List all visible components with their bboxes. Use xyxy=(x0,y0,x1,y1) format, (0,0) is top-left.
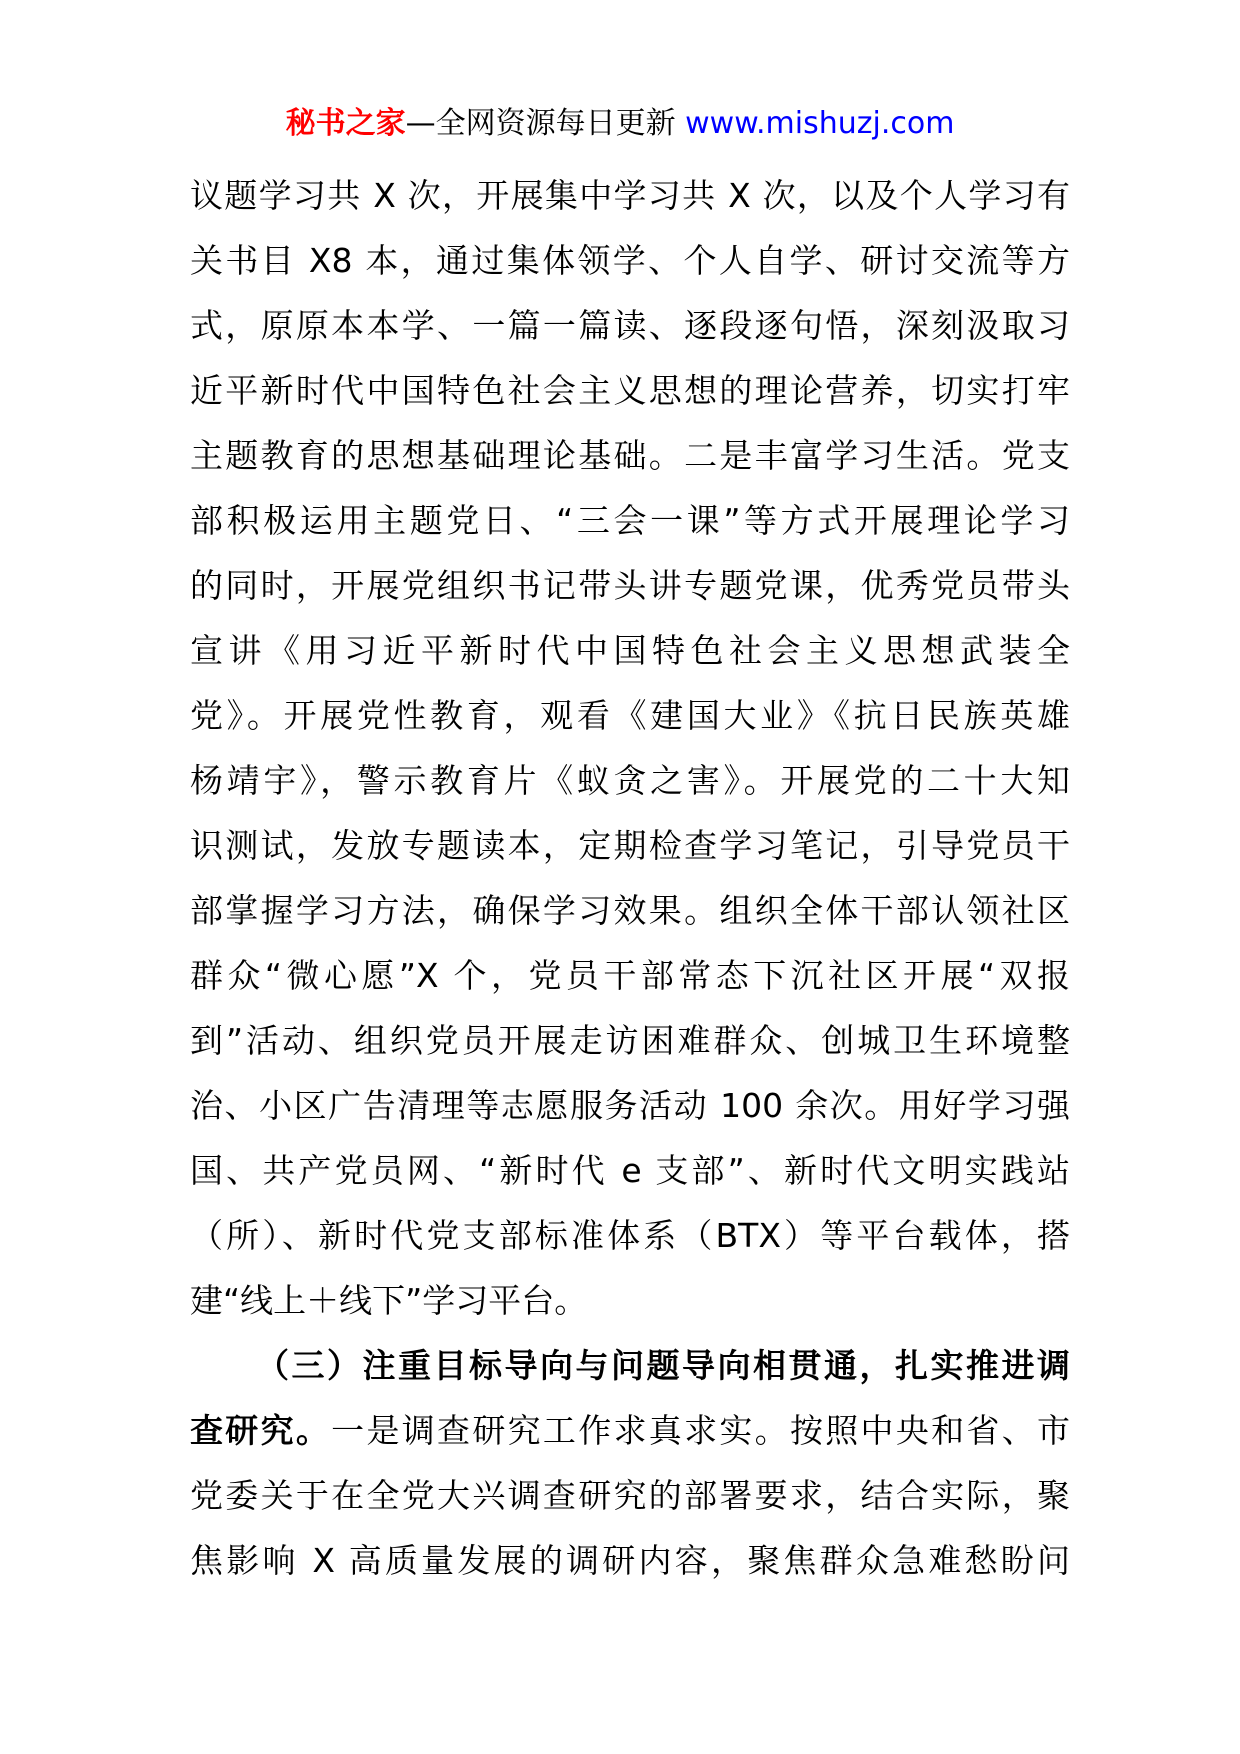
header-url[interactable]: www.mishuzj.com xyxy=(685,106,955,141)
text-line: 党委关于在全党大兴调查研究的部署要求，结合实际，聚 xyxy=(190,1476,1070,1515)
watermark-header xyxy=(0,104,1240,144)
text-line: 识测试，发放专题读本，定期检查学习笔记，引导党员干 xyxy=(190,826,1070,865)
text-line: 议题学习共 X 次，开展集中学习共 X 次，以及个人学习有 xyxy=(190,176,1070,215)
text-line: 宣讲《用习近平新时代中国特色社会主义思想武装全 xyxy=(190,631,1070,670)
section-3-lead-text: 一是调查研究工作求真求实。按照中央和省、市 xyxy=(331,1411,1071,1450)
text-line: 杨靖宇》，警示教育片《蚁贪之害》。开展党的二十大知 xyxy=(190,761,1070,800)
text-line: 主题教育的思想基础理论基础。二是丰富学习生活。党支 xyxy=(190,436,1070,475)
text-line: 到”活动、组织党员开展走访困难群众、创城卫生环境整 xyxy=(190,1021,1070,1060)
text-line: 式，原原本本学、一篇一篇读、逐段逐句悟，深刻汲取习 xyxy=(190,306,1070,345)
text-line-paragraph-end: 建“线上＋线下”学习平台。 xyxy=(190,1281,588,1320)
text-line: 近平新时代中国特色社会主义思想的理论营养，切实打牢 xyxy=(190,371,1070,410)
text-line: 国、共产党员网、“新时代 e 支部”、新时代文明实践站 xyxy=(190,1151,1070,1190)
section-3-heading xyxy=(190,1333,1070,1398)
text-line: 治、小区广告清理等志愿服务活动 100 余次。用好学习强 xyxy=(190,1086,1070,1125)
text-line: （所）、新时代党支部标准体系（BTX）等平台载体，搭 xyxy=(190,1216,1070,1255)
text-line: 党》。开展党性教育，观看《建国大业》《抗日民族英雄 xyxy=(190,696,1070,735)
text-line: 部积极运用主题党日、“三会一课”等方式开展理论学习 xyxy=(190,501,1070,540)
header-brand: 秘书之家 xyxy=(285,106,406,141)
text-line: 的同时，开展党组织书记带头讲专题党课，优秀党员带头 xyxy=(190,566,1070,605)
text-line: 关书目 X8 本，通过集体领学、个人自学、研讨交流等方 xyxy=(190,241,1070,280)
document-body xyxy=(190,163,1070,1593)
section-3-lead-line xyxy=(190,1398,1070,1463)
text-line: 群众“微心愿”X 个，党员干部常态下沉社区开展“双报 xyxy=(190,956,1070,995)
section-3-heading-end: 查研究。 xyxy=(190,1411,332,1450)
header-tagline: —全网资源每日更新 xyxy=(405,106,686,141)
section-3-heading-text: （三）注重目标导向与问题导向相贯通，扎实推进调 xyxy=(256,1346,1070,1385)
text-line: 部掌握学习方法，确保学习效果。组织全体干部认领社区 xyxy=(190,891,1070,930)
text-line: 焦影响 X 高质量发展的调研内容，聚焦群众急难愁盼问 xyxy=(190,1541,1070,1580)
